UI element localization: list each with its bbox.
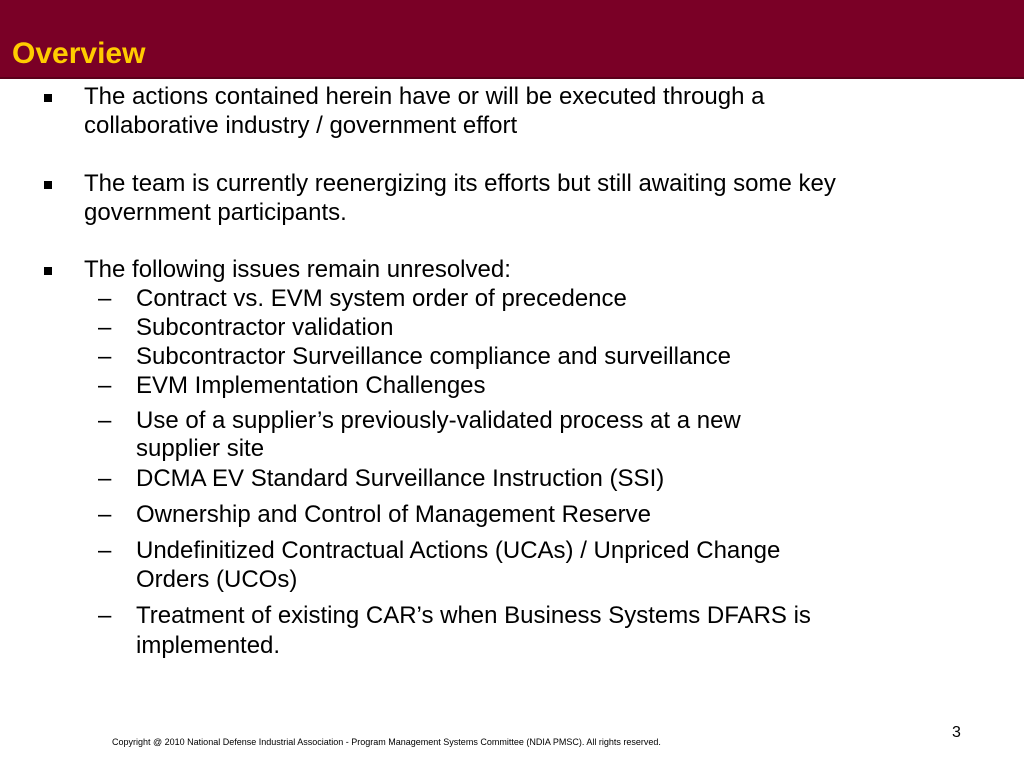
dash-bullet-icon: – (98, 537, 112, 564)
dash-bullet-icon: – (98, 465, 112, 492)
bullet-text-line: government participants. (84, 199, 347, 226)
bullet-text-line: collaborative industry / government effort (84, 112, 518, 139)
dash-bullet-icon: – (98, 372, 112, 399)
page-number: 3 (952, 724, 961, 741)
square-bullet-icon (44, 181, 52, 189)
dash-bullet-icon: – (98, 285, 112, 312)
sub-item-text: EVM Implementation Challenges (136, 372, 486, 399)
dash-bullet-icon: – (98, 343, 112, 370)
copyright-notice: Copyright @ 2010 National Defense Industrial Association - Program Management Systems Committee (NDIA PMSC). All rights reserved. (112, 737, 661, 747)
title-bar (0, 0, 1024, 79)
bullet-text-line: The following issues remain unresolved: (84, 256, 511, 283)
sub-item-text: Subcontractor validation (136, 314, 394, 341)
sub-item-text: Orders (UCOs) (136, 566, 298, 593)
bullet-text-line: The actions contained herein have or will be executed through a (84, 83, 765, 110)
square-bullet-icon (44, 94, 52, 102)
square-bullet-icon (44, 267, 52, 275)
sub-item-text: DCMA EV Standard Surveillance Instruction (SSI) (136, 465, 665, 492)
sub-item-text: Treatment of existing CAR’s when Business Systems DFARS is (136, 602, 811, 629)
dash-bullet-icon: – (98, 501, 112, 528)
sub-item-text: Subcontractor Surveillance compliance and surveillance (136, 343, 731, 370)
sub-item-text: Contract vs. EVM system order of precedence (136, 285, 627, 312)
sub-item-text: Undefinitized Contractual Actions (UCAs) / Unpriced Change (136, 537, 781, 564)
sub-item-text: supplier site (136, 435, 265, 462)
dash-bullet-icon: – (98, 407, 112, 434)
bullet-text-line: The team is currently reenergizing its efforts but still awaiting some key (84, 170, 836, 197)
dash-bullet-icon: – (98, 602, 112, 629)
sub-item-text: Ownership and Control of Management Reserve (136, 501, 651, 528)
dash-bullet-icon: – (98, 314, 112, 341)
sub-item-text: implemented. (136, 632, 281, 659)
sub-item-text: Use of a supplier’s previously-validated process at a new (136, 407, 741, 434)
slide-title: Overview (12, 37, 146, 70)
